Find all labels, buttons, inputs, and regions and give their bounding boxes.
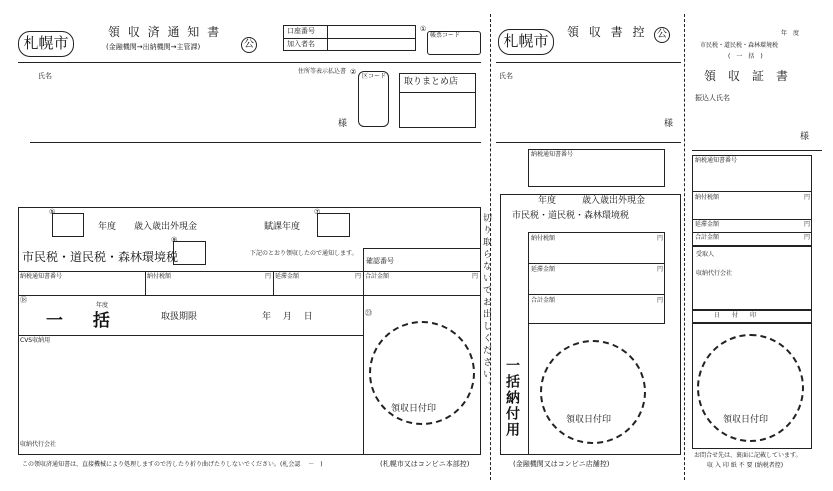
form-code-label: 帳票コード [430, 32, 461, 39]
divider [18, 62, 481, 63]
sama-label: 様 [338, 119, 348, 129]
divider [496, 142, 681, 143]
late-fee-label: 延滞金額 [275, 273, 300, 280]
divider [327, 25, 328, 51]
payment-amount-label: 納付税額 [531, 235, 556, 242]
receipt-stamp-label: 領収日付印 [391, 404, 437, 414]
receipt-stamp-circle [540, 340, 646, 444]
year-box [52, 213, 84, 237]
sama-label: 様 [664, 119, 674, 129]
yen-label: 円 [472, 273, 479, 280]
divider [692, 191, 812, 192]
inquiry-note: お問合せ先は、裏面に記載しています。 [694, 452, 802, 459]
circled-number: ㉓ [365, 309, 372, 317]
public-mark: 公 [241, 37, 257, 53]
cut-line [684, 14, 685, 480]
divider [363, 248, 481, 249]
divider [363, 271, 364, 455]
payment-amount-label: 納付税額 [695, 194, 720, 201]
tax-label: 市民税・道民税・森林環境税 [700, 42, 779, 49]
divider [528, 324, 529, 455]
divider [692, 150, 822, 151]
footer-right: (札幌市又はコンビニ本部控) [380, 460, 470, 468]
tax-notice-number-label: 納税通知書番号 [695, 157, 738, 164]
divider [18, 271, 481, 272]
late-fee-label: 延滞金額 [695, 221, 720, 228]
total-label: 合計金額 [365, 273, 390, 280]
notice-text: 下記のとおり領収したので通知します。 [250, 250, 358, 257]
year-label: 年度 [538, 196, 557, 206]
revenue-label: 歳入歳出外現金 [134, 222, 198, 232]
subscriber-name-label: 加入者名 [287, 40, 315, 48]
year-label: 年 度 [781, 30, 800, 37]
divider [30, 142, 481, 143]
divider [496, 62, 681, 63]
name-label: 氏名 [38, 72, 52, 80]
lump-sum-vertical: 一括納付用 [504, 358, 520, 438]
divider [18, 335, 363, 336]
address-label: 住所等表示払込書 [298, 68, 347, 75]
tax-label: 市民税・道民税・森林環境税 [22, 250, 179, 264]
divider [145, 271, 146, 295]
divider [528, 263, 665, 264]
circled-number: ⑱ [20, 296, 27, 304]
handling-deadline-label: 取扱期限 [161, 312, 198, 322]
assessment-year-box [317, 213, 350, 237]
receipt-stamp-label: 領収日付印 [723, 415, 769, 425]
circled-number: ① [420, 25, 427, 33]
divider [273, 271, 274, 295]
late-fee-label: 延滞金額 [531, 266, 556, 273]
recipient-label: 受取人 [696, 251, 715, 258]
confirm-number-label: 確認番号 [366, 257, 394, 265]
revenue-label: 歳入歳出外現金 [582, 196, 646, 206]
footer-note: この領収済通知書は、直接機械により処理しますので汚したり折り曲げたりしないでください。(札会認 － ) [22, 461, 323, 468]
total-label: 合計金額 [695, 234, 720, 241]
circled-number: ② [350, 68, 357, 76]
assessment-year-label: 賦課年度 [264, 222, 301, 232]
divider [399, 92, 476, 93]
tax-notice-number-label: 納税通知書番号 [20, 273, 63, 280]
sama-label: 様 [800, 132, 810, 142]
divider [692, 219, 812, 220]
payment-amount-label: 納付税額 [147, 273, 172, 280]
date-stamp-label: 日 付 印 [714, 312, 757, 319]
stamp-note: 収 入 印 紙 不 要 (納税者控) [707, 462, 784, 469]
yen-label: 円 [355, 273, 362, 280]
divider [692, 232, 812, 233]
collecting-store-label: 取りまとめ店 [404, 77, 459, 87]
amount-box [528, 232, 665, 324]
total-label: 合計金額 [531, 297, 556, 304]
date-parts: 年 月 日 [262, 312, 313, 322]
receipt-stamp-circle [697, 334, 804, 442]
yen-label: 円 [657, 297, 664, 304]
yen-label: 円 [804, 234, 811, 241]
city-name: 札幌市 [498, 29, 554, 55]
certificate-title: 領 収 証 書 [704, 69, 789, 83]
copy-footer: (金融機関又はコンビニ店舗控) [513, 460, 610, 468]
yen-label: 円 [804, 194, 811, 201]
lump-sum-label: 一 括 [46, 311, 122, 331]
divider [283, 38, 416, 39]
yen-label: 円 [657, 235, 664, 242]
agent-label: 収納代行会社 [20, 441, 57, 448]
cvs-label: CVS収納用 [20, 337, 51, 344]
cut-line [490, 14, 491, 480]
yen-label: 円 [657, 266, 664, 273]
vertical-note: 切り取らないでお出しください。 [481, 213, 491, 393]
divider [363, 248, 364, 271]
public-mark: 公 [654, 27, 670, 43]
account-number-label: 口座番号 [287, 27, 315, 35]
circled-number: ⑦ [314, 208, 321, 216]
copy-title: 領 収 書 控 [567, 25, 648, 39]
area-code-label: 区コード [362, 73, 387, 80]
circled-number: ⑨ [171, 236, 178, 244]
tax-notice-number-label: 納税通知書番号 [531, 151, 574, 158]
notice-route: (金融機関→出納機関→主管課) [106, 43, 201, 51]
divider [528, 294, 665, 295]
divider [18, 295, 481, 296]
yen-label: 円 [265, 273, 272, 280]
year-label: 年度 [98, 222, 117, 232]
yen-label: 円 [804, 221, 811, 228]
payer-name-label: 振込人氏名 [695, 94, 730, 102]
city-name: 札幌市 [18, 31, 74, 57]
name-label: 氏名 [499, 72, 513, 80]
circled-number: ⑤ [49, 208, 56, 216]
notice-title: 領 収 済 通 知 書 [108, 25, 222, 39]
agent-label: 収納代行会社 [696, 270, 733, 277]
receipt-stamp-label: 領収日付印 [566, 415, 612, 425]
year-label: 年度 [96, 302, 109, 309]
lump-sum-label: ( 一 括 ) [728, 53, 763, 60]
tax-label: 市民税・道民税・森林環境税 [512, 211, 630, 221]
